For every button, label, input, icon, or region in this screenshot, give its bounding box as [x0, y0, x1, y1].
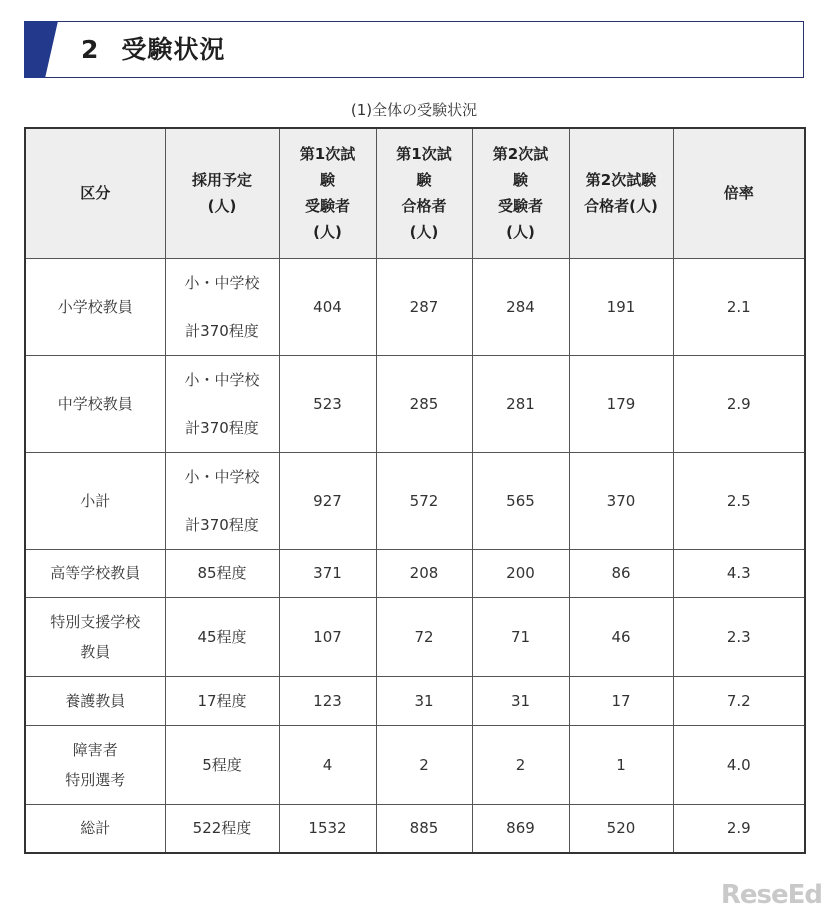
cell-category-line: 総計	[80, 819, 111, 838]
cell-plan	[165, 258, 279, 355]
cell-first-passers: 72	[376, 597, 472, 676]
header-line: 第2次試	[492, 145, 549, 164]
cell-plan-line: 522程度	[192, 819, 252, 838]
header-line: (人)	[506, 223, 535, 242]
cell-first-passers: 2	[376, 725, 472, 804]
cell-first-passers: 287	[376, 258, 472, 355]
cell-first-passers: 885	[376, 804, 472, 853]
exam-status-table	[24, 127, 806, 854]
header-line: 第2次試験	[585, 171, 657, 190]
cell-first-passers: 208	[376, 549, 472, 597]
header-line: (人)	[409, 223, 439, 242]
cell-first-examinees: 1532	[279, 804, 376, 853]
cell-first-examinees: 123	[279, 676, 376, 725]
cell-category-line: 特別選考	[65, 770, 126, 789]
cell-plan-line: 17程度	[197, 691, 247, 710]
cell-category	[25, 258, 165, 355]
header-line: 倍率	[723, 184, 754, 203]
cell-first-passers: 572	[376, 452, 472, 549]
cell-first-examinees: 927	[279, 452, 376, 549]
cell-category-line: 中学校教員	[57, 394, 133, 413]
cell-plan-line: 計370程度	[185, 515, 259, 534]
cell-category-line: 養護教員	[65, 691, 126, 710]
cell-category	[25, 549, 165, 597]
heading-accent-bar	[24, 21, 58, 78]
cell-plan	[165, 597, 279, 676]
cell-first-passers: 285	[376, 355, 472, 452]
header-category	[25, 128, 165, 258]
cell-plan-line: 小・中学校	[184, 273, 260, 292]
cell-first-examinees: 404	[279, 258, 376, 355]
watermark-logo: ReseEd	[720, 880, 822, 910]
cell-ratio: 2.9	[673, 355, 805, 452]
cell-category-line: 小学校教員	[57, 297, 133, 316]
header-line: 受験者	[304, 197, 350, 216]
cell-ratio: 2.3	[673, 597, 805, 676]
cell-category-line: 高等学校教員	[50, 564, 141, 582]
header-line: 第1次試	[396, 145, 452, 164]
cell-second-examinees: 200	[472, 549, 569, 597]
cell-second-examinees: 284	[472, 258, 569, 355]
cell-category	[25, 676, 165, 725]
cell-category	[25, 804, 165, 853]
cell-first-examinees: 371	[279, 549, 376, 597]
cell-second-examinees: 281	[472, 355, 569, 452]
cell-second-passers: 179	[569, 355, 673, 452]
cell-first-examinees: 107	[279, 597, 376, 676]
header-line: 第1次試	[299, 145, 356, 164]
cell-ratio: 2.5	[673, 452, 805, 549]
cell-second-passers: 370	[569, 452, 673, 549]
header-line: 験	[319, 171, 335, 190]
cell-plan	[165, 676, 279, 725]
header-line: 合格者(人)	[584, 197, 658, 216]
cell-plan	[165, 804, 279, 853]
heading-number: 2	[81, 35, 100, 64]
cell-second-examinees: 565	[472, 452, 569, 549]
table-row	[25, 597, 805, 676]
cell-first-examinees: 4	[279, 725, 376, 804]
header-line: 験	[416, 171, 432, 190]
section-heading	[24, 21, 804, 78]
header-first-examinees	[279, 128, 376, 258]
header-line: 採用予定	[191, 171, 252, 190]
table-row	[25, 725, 805, 804]
header-line: (人)	[207, 197, 237, 216]
cell-ratio: 4.3	[673, 549, 805, 597]
heading-text: 受験状況	[121, 35, 226, 64]
table-row	[25, 355, 805, 452]
cell-second-passers: 46	[569, 597, 673, 676]
table-header-row	[25, 128, 805, 258]
cell-second-passers: 86	[569, 549, 673, 597]
cell-plan	[165, 355, 279, 452]
header-line: 合格者	[401, 197, 447, 216]
cell-second-examinees: 31	[472, 676, 569, 725]
table-row	[25, 549, 805, 597]
table-row	[25, 258, 805, 355]
cell-category-line: 教員	[80, 642, 111, 661]
cell-first-examinees: 523	[279, 355, 376, 452]
header-line: (人)	[313, 223, 342, 242]
header-plan	[165, 128, 279, 258]
cell-category-line: 障害者	[72, 740, 118, 759]
cell-category-line: 特別支援学校	[50, 612, 141, 631]
header-line: 験	[512, 171, 528, 190]
cell-category-line: 小計	[80, 491, 111, 510]
cell-second-passers: 520	[569, 804, 673, 853]
cell-plan-line: 85程度	[197, 564, 247, 582]
cell-second-examinees: 869	[472, 804, 569, 853]
cell-second-passers: 191	[569, 258, 673, 355]
cell-plan	[165, 725, 279, 804]
cell-plan-line: 計370程度	[185, 418, 259, 437]
cell-second-examinees: 2	[472, 725, 569, 804]
header-ratio	[673, 128, 805, 258]
cell-plan	[165, 452, 279, 549]
cell-category	[25, 597, 165, 676]
cell-category	[25, 355, 165, 452]
cell-plan-line: 45程度	[197, 627, 247, 646]
cell-second-examinees: 71	[472, 597, 569, 676]
header-first-passers	[376, 128, 472, 258]
cell-plan-line: 小・中学校	[184, 467, 260, 486]
header-second-passers	[569, 128, 673, 258]
cell-plan-line: 5程度	[202, 755, 242, 774]
cell-ratio: 2.9	[673, 804, 805, 853]
cell-category	[25, 452, 165, 549]
table-row	[25, 804, 805, 853]
header-line: 受験者	[497, 197, 543, 216]
heading-title	[81, 30, 225, 70]
header-line: 区分	[80, 184, 111, 203]
cell-ratio: 2.1	[673, 258, 805, 355]
cell-plan-line: 計370程度	[185, 321, 259, 340]
table-caption: (1)全体の受験状況	[350, 101, 478, 119]
table-row	[25, 676, 805, 725]
cell-second-passers: 17	[569, 676, 673, 725]
cell-ratio: 4.0	[673, 725, 805, 804]
cell-plan-line: 小・中学校	[184, 370, 260, 389]
cell-ratio: 7.2	[673, 676, 805, 725]
table-row	[25, 452, 805, 549]
cell-second-passers: 1	[569, 725, 673, 804]
header-second-examinees	[472, 128, 569, 258]
cell-first-passers: 31	[376, 676, 472, 725]
cell-plan	[165, 549, 279, 597]
cell-category	[25, 725, 165, 804]
